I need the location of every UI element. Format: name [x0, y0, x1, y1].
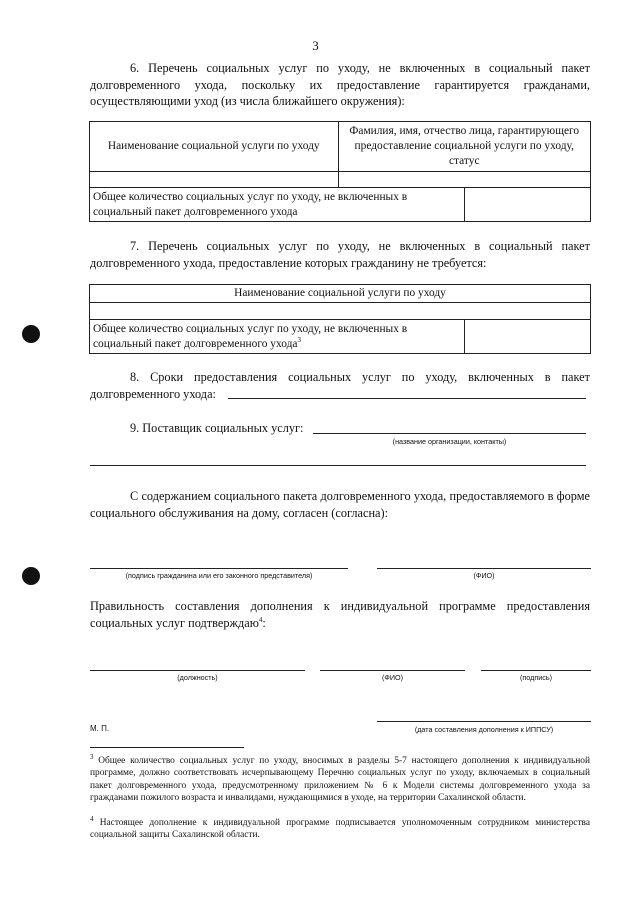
section7-total-label: Общее количество социальных услуг по уходу, не включенных в социальный пакет долговременного ухода$^3$	[90, 320, 465, 354]
officer-fio-line[interactable]	[320, 670, 465, 671]
section7-text: 7. Перечень социальных услуг по уходу, не включенных в социальный пакет долговременного ухода, предоставление которых гражданину не требуется:	[90, 239, 590, 270]
section7-table	[89, 284, 591, 354]
officer-signature-caption: (подпись)	[520, 673, 552, 682]
date-line[interactable]	[377, 721, 591, 722]
section8-input-line[interactable]	[228, 398, 586, 399]
citizen-signature-caption: (подпись гражданина или его законного представителя)	[125, 571, 313, 580]
punch-hole-top	[22, 325, 40, 343]
section6-total-value[interactable]	[465, 188, 591, 222]
punch-hole-bottom	[22, 567, 40, 585]
section9-text: 9. Поставщик социальных услуг:	[130, 421, 304, 435]
section6-col2-header: Фамилия, имя, отчество лица, гарантирующего предоставление социальной услуги по уходу, статус	[338, 122, 591, 172]
section6-col1-header: Наименование социальной услуги по уходу	[90, 122, 339, 172]
position-caption: (должность)	[177, 673, 218, 682]
footnote-separator	[90, 747, 244, 748]
position-line[interactable]	[90, 670, 305, 671]
footnote-ref-4: 4	[258, 615, 263, 624]
officer-signature-line[interactable]	[481, 670, 591, 671]
section6-empty-cell[interactable]	[338, 172, 591, 188]
footnote-ref-3: 3	[297, 335, 301, 344]
confirm-text: Правильность составления дополнения к индивидуальной программе предоставления социальных услуг подтверждаю$^4$:	[90, 599, 590, 630]
citizen-fio-caption: (ФИО)	[473, 571, 495, 580]
section8-text: 8. Сроки предоставления социальных услуг по уходу, включенных в пакет долговременного ухода:	[90, 370, 590, 401]
footnote-3: $^3$ Общее количество социальных услуг по уходу, вносимых в разделы 5-7 настоящего дополнения к индивидуальной программе, должно соответствовать исчерпывающему Перечню социальных услуг по уходу, включаемых в социальный пакет долговременного ухода, предусмотренному приложением № 6 к Модели системы долговременного ухода за гражданами пожилого возраста и инвалидами, нуждающимися в уходе, на территории Сахалинской области.	[90, 752, 590, 804]
citizen-signature-line[interactable]	[90, 568, 348, 569]
section6-table	[89, 121, 591, 222]
page-number: 3	[312, 38, 319, 53]
section6-text: 6. Перечень социальных услуг по уходу, не включенных в социальный пакет долговременного ухода, поскольку их предоставление гарантируется гражданами, осуществляющими уход (из числа ближайшего окружения):	[90, 61, 590, 108]
supplier-input-line-2[interactable]	[90, 465, 586, 466]
stamp-placeholder: М. П.	[90, 724, 110, 733]
supplier-caption: (название организации, контакты)	[392, 437, 507, 446]
section7-empty-cell[interactable]	[90, 303, 591, 320]
consent-text: С содержанием социального пакета долговременного ухода, предоставляемого в форме социального обслуживания на дому, согласен (согласна):	[90, 489, 590, 520]
section6-total-label: Общее количество социальных услуг по уходу, не включенных в социальный пакет долговременного ухода	[90, 188, 465, 222]
supplier-input-line[interactable]	[313, 433, 586, 434]
section7-total-value[interactable]	[465, 320, 591, 354]
officer-fio-caption: (ФИО)	[381, 673, 403, 682]
section6-empty-cell[interactable]	[90, 172, 339, 188]
footnote-4: $^4$ Настоящее дополнение к индивидуальной программе подписывается уполномоченным сотрудником министерства социальной защиты Сахалинской области.	[90, 814, 591, 841]
date-caption: (дата составления дополнения к ИППСУ)	[414, 725, 554, 734]
citizen-fio-line[interactable]	[377, 568, 591, 569]
section7-header: Наименование социальной услуги по уходу	[90, 285, 591, 303]
